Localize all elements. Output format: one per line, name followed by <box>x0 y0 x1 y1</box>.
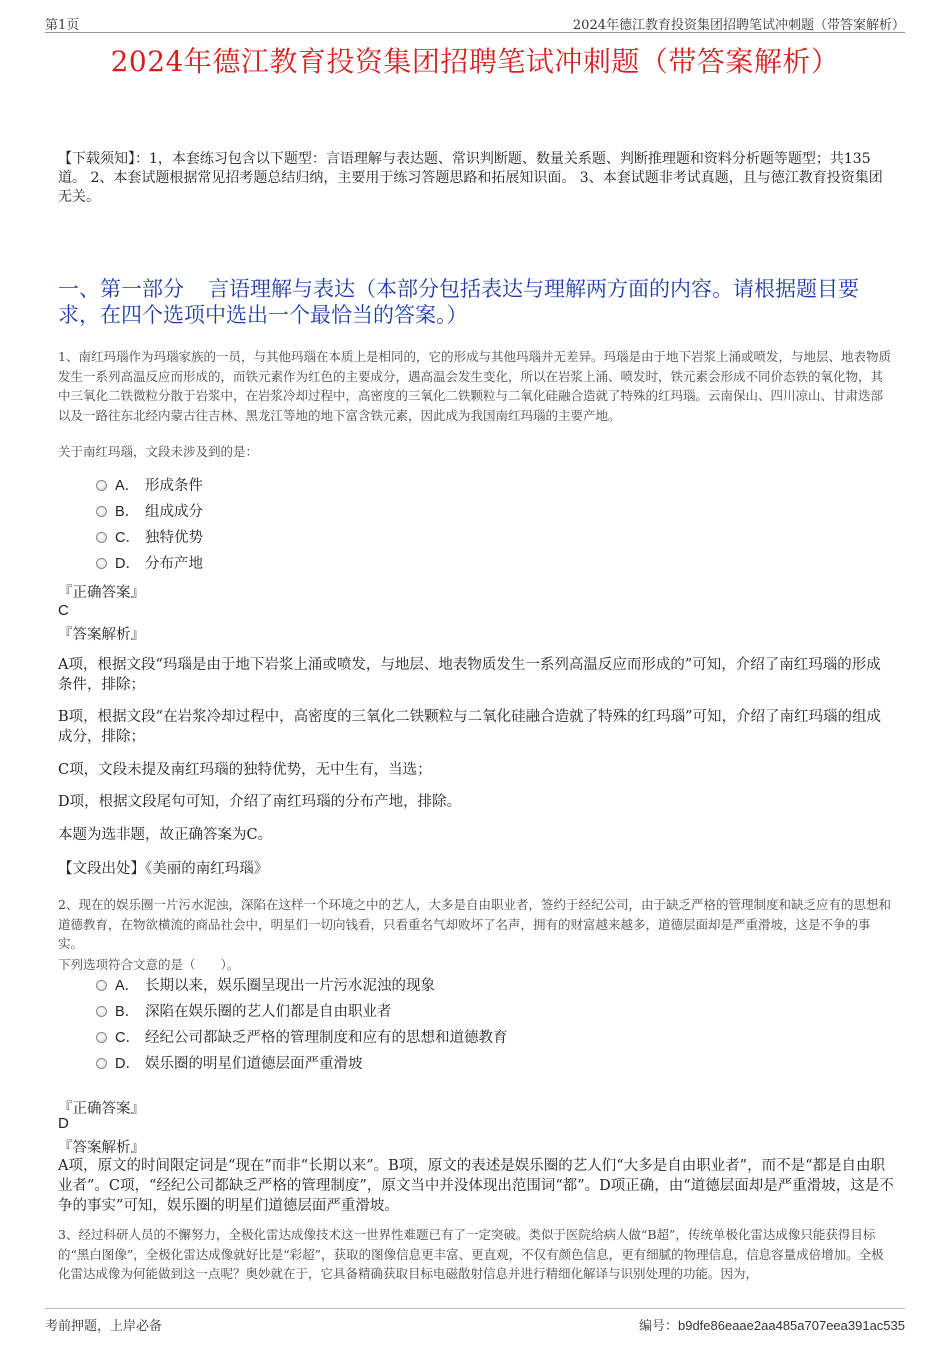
q2-option-d[interactable]: D． 娱乐圈的明星们道德层面严重滑坡 <box>96 1053 363 1075</box>
question-2-passage: 2、现在的娱乐圈一片污水泥浊，深陷在这样一个环境之中的艺人，大多是自由职业者，签约于经纪公司，由于缺乏严格的管理制度和缺乏应有的思想和道德教育，在物欲横流的商品社会中，明星们一切向钱看，只看重名气却败坏了名声，拥有的财富越来越多，道德层面却是严重滑坡，这是不争的事实。 <box>58 897 891 951</box>
download-notice: 【下载须知】：1，本套练习包含以下题型：言语理解与表达题、常识判断题、数量关系题、判断推理题和资料分析题等题型；共135道。 2、本套试题根据常见招考题总结归纳，主要用于练习答题思路和拓展知识面。 3、本套试题非考试真题，且与德江教育投资集团无关。 <box>58 151 883 205</box>
page-number: 第1页 <box>45 18 80 33</box>
q1-correct-answer-label: 『正确答案』 <box>58 585 145 601</box>
q2-explanation-label: 『答案解析』 <box>58 1140 145 1156</box>
radio-icon[interactable] <box>96 1032 107 1043</box>
header-doc-title: 2024年德江教育投资集团招聘笔试冲刺题（带答案解析） <box>572 18 905 33</box>
document-title: 2024年德江教育投资集团招聘笔试冲刺题（带答案解析） <box>110 45 840 78</box>
question-1-stem: 关于南红玛瑙，文段未涉及到的是： <box>58 444 259 459</box>
q1-explanation-label: 『答案解析』 <box>58 627 145 643</box>
section-prefix: 一、第一部分 <box>58 277 184 301</box>
question-3-passage: 3、经过科研人员的不懈努力，全极化雷达成像技术这一世界性难题已有了一定突破。类似于医院给病人做“B超”，传统单极化雷达成像只能获得目标的“黑白图像”，全极化雷达成像就好比是“彩超”，获取的图像信息更丰富、更直观，不仅有颜色信息，更有细腻的物理信息，信息容量成倍增加。全极化雷达成像为何能做到这一点呢？奥妙就在于，它具备精确获取目标电磁散射信息并进行精细化解译与识别处理的功能。因为， <box>58 1227 884 1281</box>
radio-icon[interactable] <box>96 480 107 491</box>
q2-option-b[interactable]: B． 深陷在娱乐圈的艺人们都是自由职业者 <box>96 1001 392 1023</box>
section-heading <box>58 276 896 328</box>
radio-icon[interactable] <box>96 1058 107 1069</box>
radio-icon[interactable] <box>96 506 107 517</box>
question-1-passage: 1、南红玛瑙作为玛瑙家族的一员，与其他玛瑙在本质上是相同的，它的形成与其他玛瑙并无差异。玛瑙是由于地下岩浆上涌或喷发，与地层、地表物质发生一系列高温反应而形成的，而铁元素作为红色的主要成分，遇高温会发生变化，所以在岩浆上涌、喷发时，铁元素会形成不同价态铁的氧化物，其中三氧化二铁微粒分散于岩浆中，在岩浆冷却过程中，高密度的三氧化二铁颗粒与二氧化硅融合造就了特殊的红玛瑙。云南保山、四川凉山、甘肃迭部以及一路往东北经内蒙古往吉林、黑龙江等地的地下富含铁元素，因此成为我国南红玛瑙的主要产地。 <box>58 349 891 423</box>
radio-icon[interactable] <box>96 980 107 991</box>
q2-option-c[interactable]: C． 经纪公司都缺乏严格的管理制度和应有的思想和道德教育 <box>96 1027 508 1049</box>
radio-icon[interactable] <box>96 1006 107 1017</box>
q1-answer: C <box>58 602 69 619</box>
q2-option-a[interactable]: A． 长期以来，娱乐圈呈现出一片污水泥浊的现象 <box>96 975 435 997</box>
q1-source: 【文段出处】《美丽的南红玛瑙》 <box>58 861 269 877</box>
footer-slogan: 考前押题，上岸必备 <box>45 1319 163 1334</box>
question-2-stem: 下列选项符合文意的是（ ）。 <box>58 957 240 972</box>
q2-answer: D <box>58 1115 69 1132</box>
q1-option-a[interactable]: A． 形成条件 <box>96 475 203 497</box>
q2-correct-answer-label: 『正确答案』 <box>58 1101 145 1117</box>
q1-conclusion: 本题为选非题，故正确答案为C。 <box>58 827 273 843</box>
section-text: 言语理解与表达（本部分包括表达与理解两方面的内容。请根据题目要求，在四个选项中选出一个最恰当的答案。） <box>58 277 859 327</box>
page-header <box>45 10 905 33</box>
q1-explanation-a: A项，根据文段“玛瑙是由于地下岩浆上涌或喷发，与地层、地表物质发生一系列高温反应而形成的”可知，介绍了南红玛瑙的形成条件，排除； <box>58 657 881 693</box>
q1-explanation-c: C项，文段未提及南红玛瑙的独特优势，无中生有，当选； <box>58 762 432 778</box>
radio-icon[interactable] <box>96 558 107 569</box>
q2-explanation: A项，原文的时间限定词是“现在”而非“长期以来”。B项，原文的表述是娱乐圈的艺人们“大多是自由职业者”，而不是“都是自由职业者”。C项，“经纪公司都缺乏严格的管理制度”，原文当中并没体现出范围词“都”。D项正确，由“道德层面却是严重滑坡，这是不争的事实”可知，娱乐圈的明星们道德层面严重滑坡。 <box>58 1158 894 1214</box>
radio-icon[interactable] <box>96 532 107 543</box>
q1-explanation-d: D项，根据文段尾句可知，介绍了南红玛瑙的分布产地，排除。 <box>58 794 462 810</box>
q1-option-d[interactable]: D． 分布产地 <box>96 553 203 575</box>
q1-option-b[interactable]: B． 组成成分 <box>96 501 203 523</box>
q1-option-c[interactable]: C． 独特优势 <box>96 527 203 549</box>
footer-code: 编号：b9dfe86eaae2aa485a707eea391ac535 <box>638 1318 905 1334</box>
q1-explanation-b: B项，根据文段“在岩浆冷却过程中，高密度的三氧化二铁颗粒与二氧化硅融合造就了特殊的红玛瑙”可知，介绍了南红玛瑙的组成成分，排除； <box>58 709 881 745</box>
page-footer <box>45 1308 905 1333</box>
